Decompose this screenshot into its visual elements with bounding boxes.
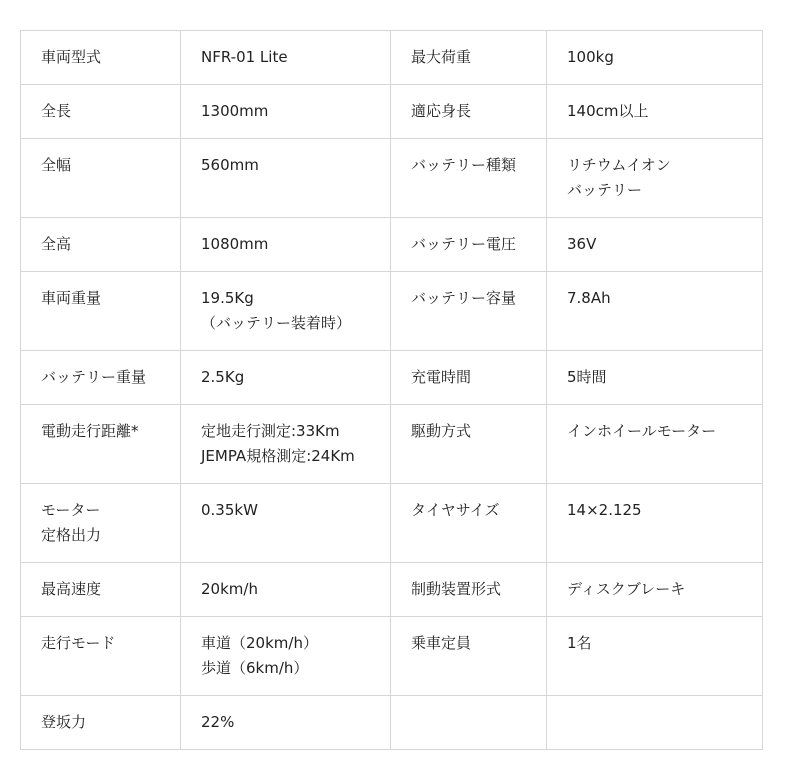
table-row bbox=[21, 696, 763, 750]
spec-label: 車両重量 bbox=[21, 272, 181, 351]
spec-label: 走行モード bbox=[21, 617, 181, 696]
spec-value: 140cm以上 bbox=[547, 85, 763, 139]
spec-label: バッテリー容量 bbox=[391, 272, 547, 351]
spec-value: 36V bbox=[547, 218, 763, 272]
spec-label: 全長 bbox=[21, 85, 181, 139]
spec-value: 0.35kW bbox=[181, 484, 391, 563]
spec-label: 適応身長 bbox=[391, 85, 547, 139]
spec-label-empty bbox=[391, 696, 547, 750]
table-row bbox=[21, 563, 763, 617]
spec-value: 14×2.125 bbox=[547, 484, 763, 563]
spec-value: 2.5Kg bbox=[181, 351, 391, 405]
table-row bbox=[21, 31, 763, 85]
spec-value: 1名 bbox=[547, 617, 763, 696]
spec-label: バッテリー種類 bbox=[391, 139, 547, 218]
spec-value: 22% bbox=[181, 696, 391, 750]
spec-value: 5時間 bbox=[547, 351, 763, 405]
spec-value: 100kg bbox=[547, 31, 763, 85]
table-row bbox=[21, 351, 763, 405]
spec-value: 7.8Ah bbox=[547, 272, 763, 351]
spec-label: 全幅 bbox=[21, 139, 181, 218]
spec-value: 車道（20km/h） 歩道（6km/h） bbox=[181, 617, 391, 696]
spec-value: NFR-01 Lite bbox=[181, 31, 391, 85]
spec-label: 乗車定員 bbox=[391, 617, 547, 696]
spec-label: モーター 定格出力 bbox=[21, 484, 181, 563]
spec-value: 560mm bbox=[181, 139, 391, 218]
spec-label: 制動装置形式 bbox=[391, 563, 547, 617]
table-row bbox=[21, 272, 763, 351]
spec-label: 最大荷重 bbox=[391, 31, 547, 85]
table-row bbox=[21, 617, 763, 696]
spec-value: 20km/h bbox=[181, 563, 391, 617]
table-row bbox=[21, 85, 763, 139]
spec-label: 車両型式 bbox=[21, 31, 181, 85]
table-row bbox=[21, 139, 763, 218]
spec-label: タイヤサイズ bbox=[391, 484, 547, 563]
spec-value: 1080mm bbox=[181, 218, 391, 272]
table-row bbox=[21, 218, 763, 272]
spec-table bbox=[20, 30, 763, 750]
spec-value: 定地走行測定:33Km JEMPA規格測定:24Km bbox=[181, 405, 391, 484]
spec-label: 登坂力 bbox=[21, 696, 181, 750]
spec-label: バッテリー重量 bbox=[21, 351, 181, 405]
spec-value: インホイールモーター bbox=[547, 405, 763, 484]
table-row bbox=[21, 405, 763, 484]
spec-label: 充電時間 bbox=[391, 351, 547, 405]
spec-value: リチウムイオン バッテリー bbox=[547, 139, 763, 218]
spec-label: 駆動方式 bbox=[391, 405, 547, 484]
spec-label: 全高 bbox=[21, 218, 181, 272]
spec-label: バッテリー電圧 bbox=[391, 218, 547, 272]
spec-value-empty bbox=[547, 696, 763, 750]
spec-value: 19.5Kg （バッテリー装着時） bbox=[181, 272, 391, 351]
table-row bbox=[21, 484, 763, 563]
spec-label: 電動走行距離* bbox=[21, 405, 181, 484]
spec-label: 最高速度 bbox=[21, 563, 181, 617]
spec-value: ディスクブレーキ bbox=[547, 563, 763, 617]
spec-value: 1300mm bbox=[181, 85, 391, 139]
